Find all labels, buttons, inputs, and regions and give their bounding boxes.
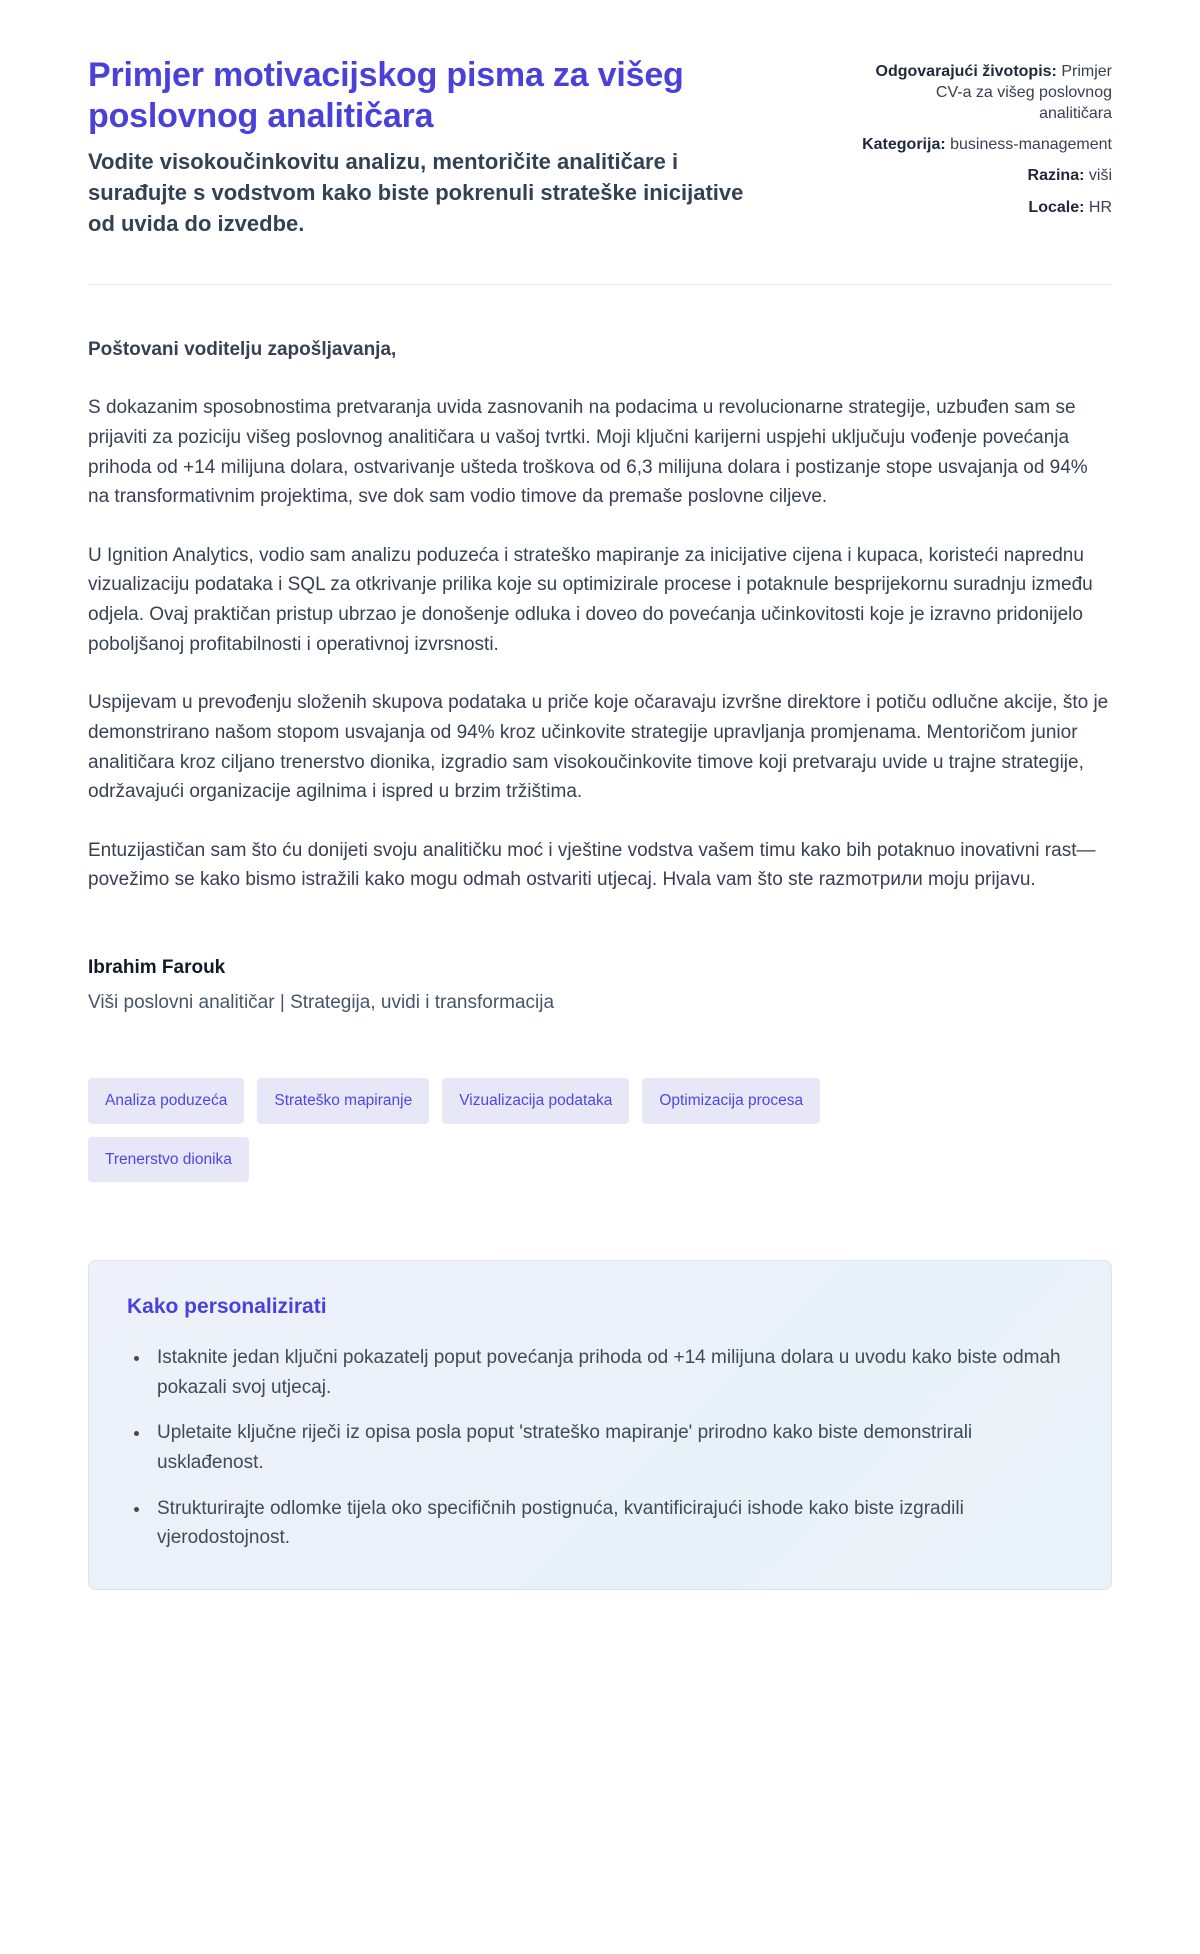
signature-block: [88, 957, 1112, 1014]
tips-list: [127, 1343, 1073, 1553]
skill-tags: [88, 1078, 878, 1182]
meta-label: Locale:: [1028, 198, 1085, 216]
meta-row-matching-resume: [860, 61, 1112, 124]
tag-chip-strategic-mapping[interactable]: Strateško mapiranje: [257, 1078, 429, 1124]
tip-item: • Strukturirajte odlomke tijela oko specifičnih postignuća, kvantificirajući ishode kako biste izgradili vjerodostojnost.: [151, 1494, 1073, 1553]
tag-chip-stakeholder-coaching[interactable]: Trenerstvo dionika: [88, 1137, 249, 1183]
tip-item: • Upletaite ključne riječi iz opisa posla poput 'strateško mapiranje' prirodno kako biste demonstrirali usklađenost.: [151, 1418, 1073, 1477]
metadata-panel: [860, 55, 1112, 228]
meta-label: Odgovarajući životopis:: [875, 63, 1057, 80]
cover-letter-page: [88, 0, 1112, 1656]
signature-role: Viši poslovni analitičar | Strategija, uvidi i transformacija: [88, 992, 555, 1014]
page-title: Primjer motivacijskog pisma za višeg poslovnog analitičara: [88, 56, 684, 136]
page-subtitle: Vodite visokoučinkovitu analizu, mentoričite analitičare i surađujte s vodstvom kako biste pokrenuli strateške inicijative od uvida do izvedbe.: [88, 148, 744, 237]
personalization-tips-card: [88, 1260, 1112, 1590]
meta-row-level: [860, 165, 1112, 186]
header-title-block: [88, 55, 748, 240]
tip-item: • Istaknite jedan ključni pokazatelj poput povećanja prihoda od +14 milijuna dolara u uvodu kako biste odmah pokazali svoj utjecaj.: [151, 1343, 1073, 1402]
letter-greeting: Poštovani voditelju zapošljavanja,: [88, 338, 397, 360]
meta-label: Razina:: [1027, 167, 1085, 185]
tag-chip-data-visualization[interactable]: Vizualizacija podataka: [442, 1078, 629, 1124]
letter-paragraph: Uspijevam u prevođenju složenih skupova podataka u priče koje očaravaju izvršne direktore i potiču odlučne akcije, što je demonstrirano našom stopom usvajanja od 94% kroz učinkovite strategije upravljanja promjenama. Mentoričom junior analitičara kroz ciljano trenerstvo dionika, izgradio sam visokoučinkovite timove koji pretvaraju uvide u trajne strategije, održavajući organizacije agilnima i ispred u brzim tržištima.: [88, 692, 1109, 803]
letter-body: [88, 335, 1112, 1014]
meta-row-locale: [860, 197, 1112, 218]
meta-value: business-management: [950, 136, 1112, 154]
tag-chip-process-optimization[interactable]: Optimizacija procesa: [642, 1078, 820, 1124]
meta-value: HR: [1088, 198, 1112, 216]
tag-chip-business-analysis[interactable]: Analiza poduzeća: [88, 1078, 244, 1124]
letter-paragraph: Entuzijastičan sam što ću donijeti svoju analitičku moć i vještine vodstva vašem timu kako bih potaknuo inovativni rast—povežimo se kako bismo istražili kako mogu odmah ostvariti utjecaj. Hvala vam što ste razmотрили moju prijavu.: [88, 839, 1096, 891]
letter-paragraph: U Ignition Analytics, vodio sam analizu poduzeća i strateško mapiranje za inicijative cijena i kupaca, koristeći naprednu vizualizaciju podataka i SQL za otkrivanje prilika koje su optimizirale procese i potaknule besprijekornu suradnju između odjela. Ovaj praktičan pristup ubrzao je donošenje odluka i doveo do povećanja učinkovitosti koje je izravno pridonijelo poboljšanoj profitabilnosti i operativnoj izvrsnosti.: [88, 544, 1093, 655]
meta-value: Primjer CV-a za višeg poslovnog analitičara: [935, 63, 1112, 123]
meta-label: Kategorija:: [862, 136, 946, 154]
meta-row-category: [860, 134, 1112, 155]
header-divider: [88, 284, 1112, 285]
signature-name: Ibrahim Farouk: [88, 957, 226, 979]
page-header: [88, 55, 1112, 240]
meta-value: viši: [1088, 167, 1112, 185]
letter-paragraph: S dokazanim sposobnostima pretvaranja uvida zasnovanih na podacima u revolucionarne strategije, uzbuđen sam se prijaviti za poziciju višeg poslovnog analitičara u vašoj tvrtki. Moji ključni karijerni uspjehi uključuju vođenje povećanja prihoda od +14 milijuna dolara, ostvarivanje ušteda troškova od 6,3 milijuna dolara i postizanje stope usvajanja od 94% na transformativnim projektima, sve dok sam vodio timove da premaše poslovne ciljeve.: [88, 397, 1088, 508]
tips-heading: Kako personalizirati: [127, 1295, 327, 1319]
